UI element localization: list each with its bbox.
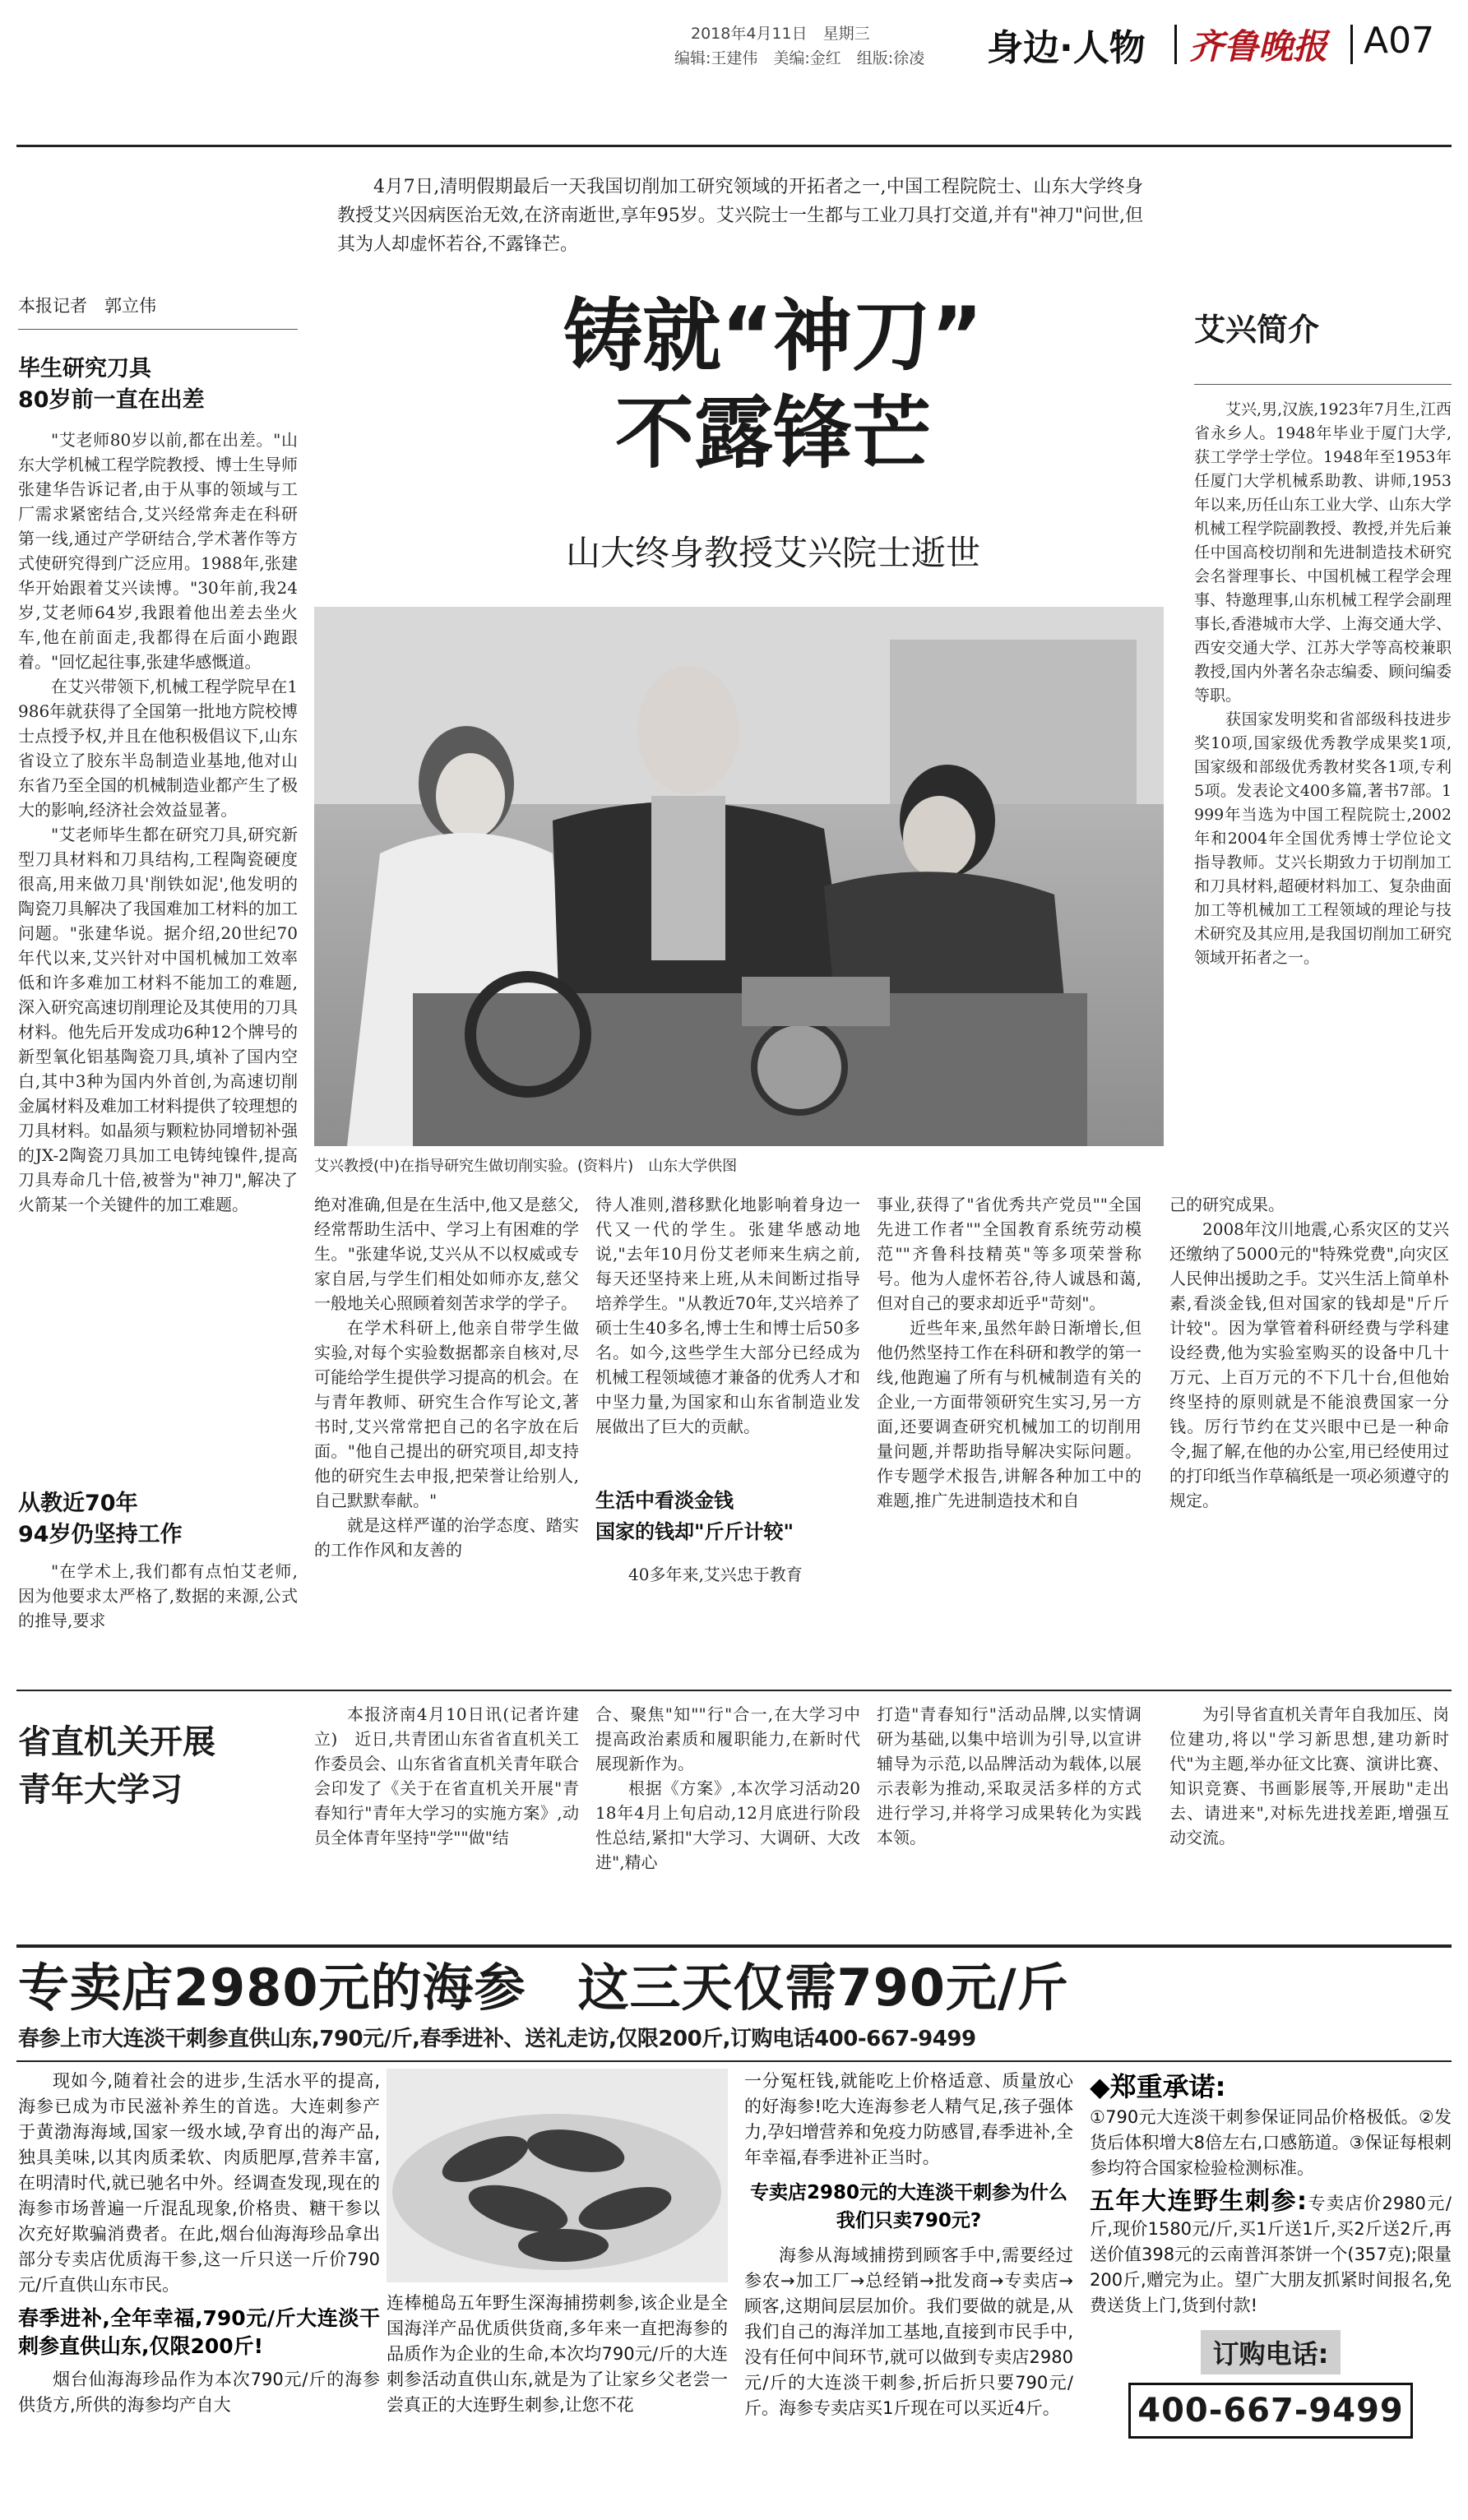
order-label: 订购电话:	[1201, 2330, 1341, 2374]
headline	[461, 288, 1086, 482]
ad-promise	[1090, 2069, 1452, 2439]
paragraph: 40多年来,艾兴忠于教育	[628, 1565, 803, 1584]
paragraph: 事业,获得了"省优秀共产党员""全国先进工作者""全国教育系统劳动模范""齐鲁科技精英"等多项荣誉称号。他为人虚怀若谷,待人诚恳和蔼,但对自己的要求却近乎"苛刻"。	[877, 1195, 1142, 1313]
profile-rule	[1194, 384, 1452, 385]
paragraph: 就是这样严谨的治学态度、踏实的工作作风和友善的	[314, 1515, 579, 1560]
paragraph: 打造"青春知行"活动品牌,以实情调研为基础,以集中培训为引导,以宣讲辅导为示范,以品牌活动为载体,以展示表彰为推动,采取灵活多样的方式进行学习,并将学习成果转化为实践本领。	[877, 1704, 1142, 1847]
wild-title: 五年大连野生刺参:	[1090, 2187, 1307, 2216]
subhead-line: 80岁前一直在出差	[18, 387, 205, 413]
news2-headline	[18, 1718, 215, 1814]
section-title: 身边·人物	[987, 27, 1146, 69]
promise-title: ◆郑重承诺:	[1090, 2071, 1226, 2102]
paragraph: 根据《方案》,本次学习活动2018年4月上旬启动,12月底进行阶段性总结,紧扣"大学习、大调研、大改进",精心	[595, 1778, 860, 1872]
wild-text: 专卖店价2980元/斤,现价1580元/斤,买1斤送1斤,买2斤送2斤,再送价值398元的云南普洱茶饼一个(357克);限量200斤,赠完为止。望广大朋友抓紧时间报名,免费送货上门,货到付款!	[1090, 2194, 1452, 2315]
paragraph: 合、聚焦"知""行"合一,在大学习中提高政治素质和履职能力,在新时代展现新作为。	[595, 1704, 860, 1773]
profile-box	[1184, 288, 1452, 970]
ad-column-3	[744, 2069, 1073, 2421]
subhead-2	[18, 1488, 183, 1551]
order-phone[interactable]: 400-667-9499	[1128, 2383, 1413, 2439]
subhead-line: 94岁仍坚持工作	[18, 1522, 183, 1547]
paragraph: 在艾兴带领下,机械工程学院早在1986年就获得了全国第一批地方院校博士点授予权,并且在他积极倡议下,山东省设立了胶东半岛制造业基地,他对山东省乃至全国的机械制造业都产生了极大的影响,经济社会效益显著。	[18, 677, 298, 820]
news2-column-1	[314, 1702, 579, 1850]
paragraph: 艾兴,男,汉族,1923年7月生,江西省永乡人。1948年毕业于厦门大学,获工学学士学位。1948年至1953年任厦门大学机械系助教、讲师,1953年以来,历任山东工业大学、山东大学机械工程学院副教授、教授,并先后兼任中国高校切削和先进制造技术研究会名誉理事长、中国机械工程学会理事、特邀理事,山东机械工程学会副理事长,香港城市大学、上海交通大学、西安交通大学、江苏大学等高校兼职教授,国内外著名杂志编委、顾问编委等职。	[1194, 400, 1452, 705]
header-date: 2018年4月11日 星期三	[691, 25, 870, 43]
article-column-4	[877, 1192, 1142, 1513]
paragraph: 获国家发明奖和省部级科技进步奖10项,国家级优秀教学成果奖1项,国家级和部级优秀教材奖各1项,专利5项。发表论文400多篇,著书7部。1999年当选为中国工程院院士,2002年和2004年全国优秀博士学位论文指导教师。艾兴长期致力于切削加工和刀具材料,超硬材料加工、复杂曲面加工等机械加工工程领域的理论与技术研究及其应用,是我国切削加工研究领域开拓者之一。	[1194, 710, 1452, 967]
article-photo	[314, 607, 1164, 1146]
paragraph: 烟台仙海海珍品作为本次790元/斤的海参供货方,所供的海参均产自大	[18, 2370, 380, 2415]
ad-photo-caption: 连棒槌岛五年野生深海捕捞刺参,该企业是全国海洋产品优质供货商,多年来一直把海参的品质作为企业的生命,本次均790元/斤的大连刺参活动直供山东,就是为了让家乡父老尝一尝真正的大连野生刺参,让您不花	[387, 2293, 728, 2415]
ad-headline: 专卖店2980元的海参 这三天仅需790元/斤	[18, 1958, 1069, 2018]
divider	[1350, 25, 1353, 64]
paragraph: 一分冤枉钱,就能吃上价格适意、质量放心的好海参!吃大连海参老人精气足,孩子强体力,孕妇增营养和免疫力防感冒,春季进补,全年幸福,春季进补正当时。	[744, 2071, 1073, 2167]
article-column-5	[1169, 1192, 1449, 1513]
subhead-line: 毕生研究刀具	[18, 356, 151, 381]
subhead-line: 国家的钱却"斤斤计较"	[595, 1520, 794, 1543]
paragraph: "艾老师毕生都在研究刀具,研究新型刀具材料和刀具结构,工程陶瓷硬度很高,用来做刀具'削铁如泥',他发明的陶瓷刀具解决了我国难加工材料的加工问题。"张建华说。据介绍,20世纪70年代以来,艾兴针对中国机械加工效率低和许多难加工材料不能加工的难题,深入研究高速切削理论及其使用的刀具材料。他先后开发成功6种12个牌号的新型氧化铝基陶瓷刀具,填补了国内空白,其中3种为国内外首创,为高速切削金属材料及难加工材料提供了较理想的刀具材料。如晶须与颗粒协同增韧补强的JX-2陶瓷刀具加工电铸纯镍件,提高刀具寿命几十倍,被誉为"神刀",解决了火箭某一个关键件的加工难题。	[18, 825, 298, 1214]
news2-column-3	[877, 1702, 1142, 1850]
paragraph: "在学术上,我们都有点怕艾老师,因为他要求太严格了,数据的来源,公式的推导,要求	[18, 1561, 298, 1630]
paragraph: 现如今,随着社会的进步,生活水平的提高,海参已成为市民滋补养生的首选。大连刺参产于黄渤海海域,国家一级水域,孕育出的海产品,独具美味,以其肉质柔软、肉质肥厚,营养丰富,在明清时代,就已驰名中外。经调查发现,现在的海参市场普遍一斤混乱现象,价格贵、糖干参以次充好欺骗消费者。在此,烟台仙海海珍品拿出部分专卖店优质海干参,这一斤只送一斤价790元/斤直供山东市民。	[18, 2071, 380, 2295]
profile-text	[1194, 398, 1452, 970]
headline-line: 青年大学习	[18, 1771, 183, 1809]
article-column-2	[314, 1192, 579, 1562]
ad-rule	[16, 1944, 1452, 1948]
ad-subline-rule	[16, 2060, 1452, 2062]
page-number: A07	[1364, 20, 1435, 62]
ad-subline: 春参上市大连淡干刺参直供山东,790元/斤,春季进补、送礼走访,仅限200斤,订购电话400-667-9499	[18, 2027, 976, 2051]
paragraph: 在学术科研上,他亲自带学生做实验,对每个实验数据都亲自核对,尽可能给学生提供学习提高的机会。在与青年教师、研究生合作写论文,著书时,艾兴常常把自己的名字放在后面。"他自己提出的研究项目,却支持他的研究生去申报,把荣誉让给别人,自己默默奉献。"	[314, 1318, 579, 1510]
ad-bold-line: 春季进补,全年幸福,790元/斤大连淡干刺参直供山东,仅限200斤!	[18, 2306, 380, 2358]
subhead-1	[18, 354, 205, 416]
paragraph: 待人准则,潜移默化地影响着身边一代又一代的学生。张建华感动地说,"去年10月份艾老师来生病之前,每天还坚持来上班,从未间断过指导培养学生。"从教近70年,艾兴培养了硕士生40多名,博士生和博士后50多名。如今,这些学生大部分已经成为机械工程领域德才兼备的优秀人才和中坚力量,为国家和山东省制造业发展做出了巨大的贡献。	[595, 1195, 860, 1436]
ad-question: 专卖店2980元的大连淡干刺参为什么我们只卖790元?	[749, 2182, 1067, 2231]
lead-paragraph: 4月7日,清明假期最后一天我国切削加工研究领域的开拓者之一,中国工程院院士、山东大学终身教授艾兴因病医治无效,在济南逝世,享年95岁。艾兴院士一生都与工业刀具打交道,并有"神刀"问世,但其为人却虚怀若谷,不露锋芒。	[337, 177, 1143, 255]
article-column-3-cont	[595, 1562, 860, 1587]
byline-rule	[18, 329, 298, 330]
wild-offer	[1090, 2188, 1452, 2319]
subhead-line: 从教近70年	[18, 1491, 138, 1516]
ad-column-1	[18, 2069, 380, 2418]
headline-line: 不露锋芒	[615, 387, 931, 479]
news2-column-2	[595, 1702, 860, 1875]
header-rule	[16, 145, 1452, 147]
header-staff: 编辑:王建伟 美编:金红 组版:徐凌	[674, 49, 925, 67]
article-subtitle: 山大终身教授艾兴院士逝世	[565, 533, 980, 573]
byline: 本报记者 郭立伟	[18, 296, 156, 316]
promise-text: ①790元大连淡干刺参保证同品价格极低。②发货后体积增大8倍左右,口感筋道。③保证每根刺参均符合国家检验检测标准。	[1090, 2107, 1452, 2178]
profile-title: 艾兴简介	[1194, 312, 1320, 348]
news2-column-4	[1169, 1702, 1449, 1850]
subhead-3	[595, 1485, 794, 1547]
sea-cucumber-photo	[387, 2069, 728, 2282]
paragraph: 为引导省直机关青年自我加压、岗位建功,将以"学习新思想,建功新时代"为主题,举办征文比赛、演讲比赛、知识竞赛、书画影展等,开展助"走出去、请进来",对标先进找差距,增强互动交流。	[1169, 1704, 1449, 1847]
article-column-1-cont	[18, 1559, 298, 1633]
subhead-line: 生活中看淡金钱	[595, 1489, 734, 1512]
paragraph: 海参从海域捕捞到顾客手中,需要经过参农→加工厂→总经销→批发商→专卖店→顾客,这期间层层加价。我们要做的就是,从我们自己的海洋加工基地,直接到市民手中,没有任何中间环节,就可以做到专卖店2980元/斤的大连淡干刺参,折后折只要790元/斤。海参专卖店买1斤现在可以买近4斤。	[744, 2245, 1073, 2418]
headline-line: 省直机关开展	[18, 1723, 215, 1761]
page-header	[0, 0, 1468, 76]
paragraph: 本报济南4月10日讯(记者许建立) 近日,共青团山东省省直机关工作委员会、山东省省直机关青年联合会印发了《关于在省直机关开展"青春知行"青年大学习的实施方案》,动员全体青年坚持"学""做"结	[314, 1704, 579, 1847]
paragraph: 绝对准确,但是在生活中,他又是慈父,经常帮助生活中、学习上有困难的学生。"张建华说,艾兴从不以权威或专家自居,与学生们相处如师亦友,慈父一般地关心照顾着刻苦求学的学子。	[314, 1195, 579, 1313]
divider	[1174, 25, 1177, 64]
article-column-1	[18, 428, 298, 1217]
headline-line: 铸就“神刀”	[563, 290, 984, 382]
section-rule	[16, 1690, 1452, 1691]
paragraph: 己的研究成果。	[1169, 1195, 1285, 1214]
paragraph: 2008年汶川地震,心系灾区的艾兴还缴纳了5000元的"特殊党费",向灾区人民伸出援助之手。艾兴生活上简单朴素,看淡金钱,但对国家的钱却是"斤斤计较"。因为掌管着科研经费与学科建设经费,他为实验室购买的设备中几十万元、上百万元的不下几十台,但他始终坚持的原则就是不能浪费国家一分钱。厉行节约在艾兴眼中已是一种命令,掘了解,在他的办公室,用已经使用过的打印纸当作草稿纸是一项必须遵守的规定。	[1169, 1219, 1449, 1510]
photo-caption: 艾兴教授(中)在指导研究生做切削实验。(资料片) 山东大学供图	[314, 1158, 738, 1175]
paragraph: 近些年来,虽然年龄日渐增长,但他仍然坚持工作在科研和教学的第一线,他跑遍了所有与机械制造有关的企业,一方面带领研究生实习,另一方面,还要调查研究机械加工的切削用量问题,并帮助指导解决实际问题。作专题学术报告,讲解各种加工中的难题,推广先进制造技术和自	[877, 1318, 1142, 1510]
newspaper-logo: 齐鲁晚报	[1189, 26, 1328, 67]
paragraph: "艾老师80岁以前,都在出差。"山东大学机械工程学院教授、博士生导师张建华告诉记者,由于从事的领域与工厂需求紧密结合,艾兴经常奔走在科研第一线,通过产学研结合,学术著作等方式使研究得到广泛应用。1988年,张建华开始跟着艾兴读博。"30年前,我24岁,艾老师64岁,我跟着他出差去坐火车,他在前面走,我都得在后面小跑跟着。"回忆起往事,张建华感慨道。	[18, 430, 298, 672]
article-column-3	[595, 1192, 860, 1439]
